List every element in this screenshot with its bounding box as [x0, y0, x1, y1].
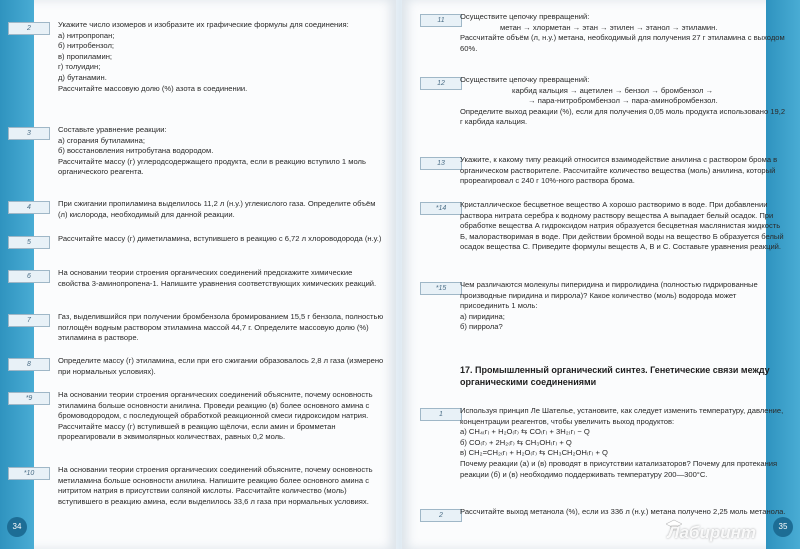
task-number: *14 — [420, 202, 462, 215]
task-number: *15 — [420, 282, 462, 295]
task-13: Укажите, к какому типу реакций относится взаимодействие анилина с раствором брома в органическом растворителе. Рассчитайте количество вещества (моль) анилина, который прореагировал с 240 г 10%-ного раствора брома. — [460, 155, 778, 186]
task-number: *9 — [8, 392, 50, 405]
section-title: 17. Промышленный органический синтез. Генетические связи между органическими соединениями — [460, 365, 770, 387]
left-page — [0, 0, 396, 549]
task-11: Осуществите цепочку превращений: метан → хлорметан → этан → этилен → этанол → этиламин. Рассчитайте объём (л, н.у.) метана, необходимый для получения 27 г этиламина с выходом 60%. — [460, 12, 785, 53]
task-number: 11 — [420, 14, 462, 27]
task-number: 2 — [420, 509, 462, 522]
task-3: Составьте уравнение реакции: а) сгорания бутиламина; б) восстановления нитробутана водородом. Рассчитайте массу (г) углеродсодержащего продукта, если в реакцию вступило 1 моль органического реагента. — [58, 125, 366, 177]
task-1: Используя принцип Ле Шателье, установите, как следует изменить температуру, давление, концентрации реагентов, чтобы увеличить выход продуктов: а) CH₄₍г₎ + H₂O₍г₎ ⇆ CO₍г₎ + 3H₂₍г₎ − Q б) CO₍г₎ + 2H₂₍г₎ ⇆ CH₃OH₍г₎ + Q в) CH₂=CH₂₍г₎ + H₂O₍г₎ ⇆ CH₃CH₂OH₍г₎ + Q Почему реакции (а) и (в) проводят в присутствии катализаторов? Почему для протекания реакции (б) и (в) необходимо поддерживать температуру 200—300°С. — [460, 406, 784, 479]
task-14: Кристаллическое бесцветное вещество А хорошо растворимо в воде. При добавлении раствора нитрата серебра к водному раствору вещества А выпадает белый осадок. При обработке вещества А гидроксидом натрия образуется бесцветная маслянистая жидкость Б, малорастворимая в воде. При действии бромной воды на вещество Б образуется белый осадок вещества С. Приведите формулы веществ А, В и С. Составьте уравнения реакций. — [460, 200, 784, 252]
task-7: Газ, выделившийся при получении бромбензола бромированием 15,5 г бензола, полностью поглощён водным раствором этиламина массой 44,7 г. Определите массовую долю (%) этиламина в растворе. — [58, 312, 384, 343]
task-number: 2 — [8, 22, 50, 35]
task-number: 13 — [420, 157, 462, 170]
task-number: 5 — [8, 236, 50, 249]
task-number: 3 — [8, 127, 50, 140]
task-8: Определите массу (г) этиламина, если при его сжигании образовалось 2,8 л газа (измерено при нормальных условиях). — [58, 356, 384, 376]
left-page-number: 34 — [7, 517, 27, 537]
task-9: На основании теории строения органических соединений объясните, почему основность этиламина больше основности анилина. Проведи реакцию (в) более основного амина с бромоводородом, с последующей обработкой реакционной смеси гидроксидом натрия. Рассчитайте массу (г) вступившей в реакцию щёлочи, если амин и бромметан прореагировали в эквимолярных количествах, равных 0,2 моль. — [58, 390, 373, 442]
task-number: 1 — [420, 408, 462, 421]
task-12: Осуществите цепочку превращений: карбид кальция → ацетилен → бензол → бромбензол → → пара-нитробромбензол → пара-аминобромбензол. Определите выход реакции (%), если для получения 0,05 моль продукта использовано 19,2 г карбида кальция. — [460, 75, 786, 127]
task-number: *10 — [8, 467, 50, 480]
right-page-number: 35 — [773, 517, 793, 537]
watermark-logo: Лабиринт — [667, 523, 756, 542]
right-page — [402, 0, 800, 549]
task-15: Чем различаются молекулы пиперидина и пирролидина (полностью гидрированные производные пиридина и пиррола)? Какое количество (моль) водорода может присоединить 1 моль: а) пиридина; б) пиррола? — [460, 280, 758, 332]
task-2: Укажите число изомеров и изобразите их графические формулы для соединения: а) нитропропан; б) нитробензол; в) пропиламин; г) толуидин; д) бутанамин. Рассчитайте массовую долю (%) азота в соединении. — [58, 20, 349, 93]
task-number: 8 — [8, 358, 50, 371]
task-4: При сжигании пропиламина выделилось 11,2 л (н.у.) углекислого газа. Определите объём (л) кислорода, необходимый для данной реакции. — [58, 199, 376, 219]
task-number: 4 — [8, 201, 50, 214]
task-number: 12 — [420, 77, 462, 90]
task-number: 7 — [8, 314, 50, 327]
task-number: 6 — [8, 270, 50, 283]
task-6: На основании теории строения органических соединений предскажите химические свойства 3-аминопропена-1. Напишите уравнения соответствующих химических реакций. — [58, 268, 377, 288]
task-2-section: Рассчитайте выход метанола (%), если из 336 л (н.у.) метана получено 2,25 моль метанола. — [460, 507, 786, 516]
task-10: На основании теории строения органических соединений объясните, почему основность метиламина больше основности анилина. Напишите реакцию более основного амина с нитритом натрия в присутствии соляной кислоты. Рассчитайте количество (моль) вступившего в реакцию амина, если выделилось 33,6 л газа при нормальных условиях. — [58, 465, 373, 506]
task-5: Рассчитайте массу (г) диметиламина, вступившего в реакцию с 6,72 л хлороводорода (н.у.) — [58, 234, 382, 243]
